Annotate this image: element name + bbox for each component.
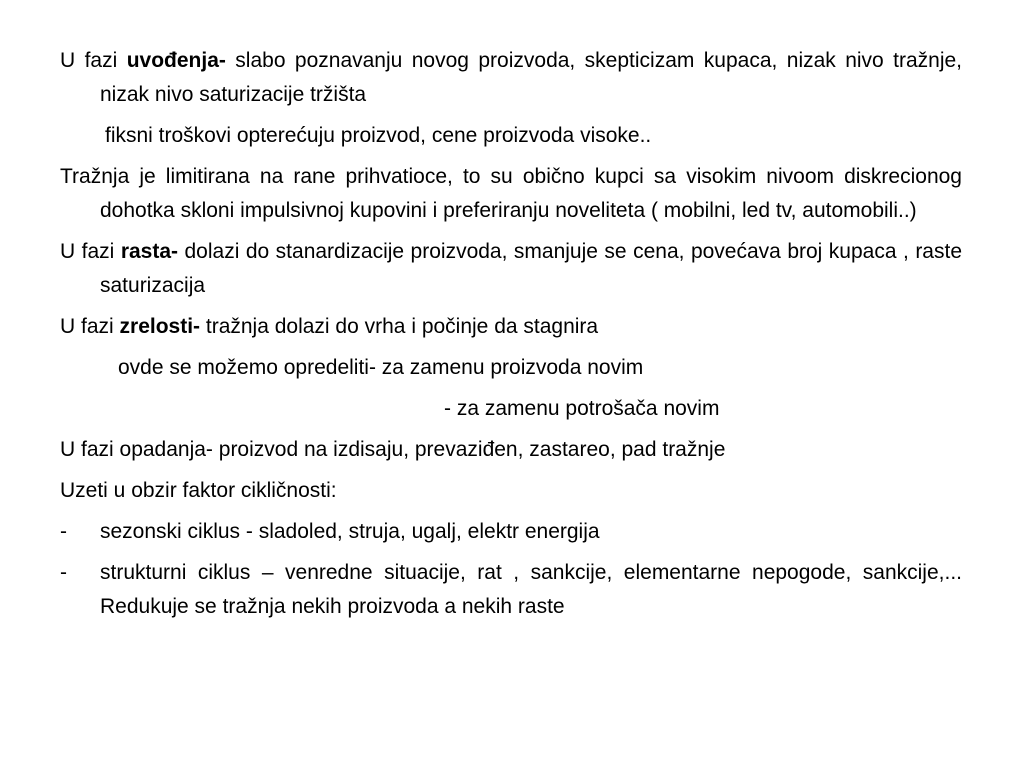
bullet-item-structural — [60, 556, 962, 624]
paragraph-text: dolazi do stanardizacije proizvoda, smanjuje se cena, povećava broj kupaca , raste saturizacija — [100, 240, 963, 297]
paragraph-prefix: U fazi — [60, 315, 120, 338]
paragraph-maturity-phase — [60, 310, 962, 344]
paragraph-decline-phase: U fazi opadanja- proizvod na izdisaju, prevaziđen, zastareo, pad tražnje — [60, 438, 726, 461]
bold-term-maturity: zrelosti- — [119, 315, 201, 338]
paragraph-text: tražnja dolazi do vrha i počinje da stagnira — [200, 315, 599, 338]
bullet-text: strukturni ciklus – venredne situacije, rat , sankcije, elementarne nepogode, sankcije,... Redukuje se tražnja nekih proizvoda a nekih raste — [100, 561, 962, 618]
bullet-marker: - — [60, 520, 67, 543]
bold-term-introduction: uvođenja- — [126, 49, 226, 72]
paragraph-demand-limited: Tražnja je limitirana na rane prihvatioce, to su obično kupci sa visokim nivoom diskrecionog dohotka skloni impulsivnoj kupovini i preferiranju noveliteta ( mobilni, led tv, automobili..) — [60, 165, 962, 222]
paragraph-option-product: ovde se možemo opredeliti- za zamenu proizvoda novim — [118, 356, 644, 379]
bullet-marker: - — [60, 561, 67, 584]
paragraph-introduction-phase — [60, 44, 962, 112]
paragraph-prefix: U fazi — [60, 49, 127, 72]
bullet-item-seasonal — [60, 515, 962, 549]
paragraph-fixed-costs: fiksni troškovi opterećuju proizvod, cene proizvoda visoke.. — [105, 124, 652, 147]
paragraph-growth-phase — [60, 235, 962, 303]
paragraph-option-consumer: - za zamenu potrošača novim — [444, 397, 720, 420]
paragraph-cyclicality: Uzeti u obzir faktor cikličnosti: — [60, 479, 337, 502]
slide-body — [60, 44, 962, 631]
bold-term-growth: rasta- — [120, 240, 179, 263]
paragraph-prefix: U fazi — [60, 240, 121, 263]
paragraph-text: slabo poznavanju novog proizvoda, skepticizam kupaca, nizak nivo tražnje, nizak nivo saturizacije tržišta — [100, 49, 963, 106]
bullet-text: sezonski ciklus - sladoled, struja, ugalj, elektr energija — [100, 520, 600, 543]
